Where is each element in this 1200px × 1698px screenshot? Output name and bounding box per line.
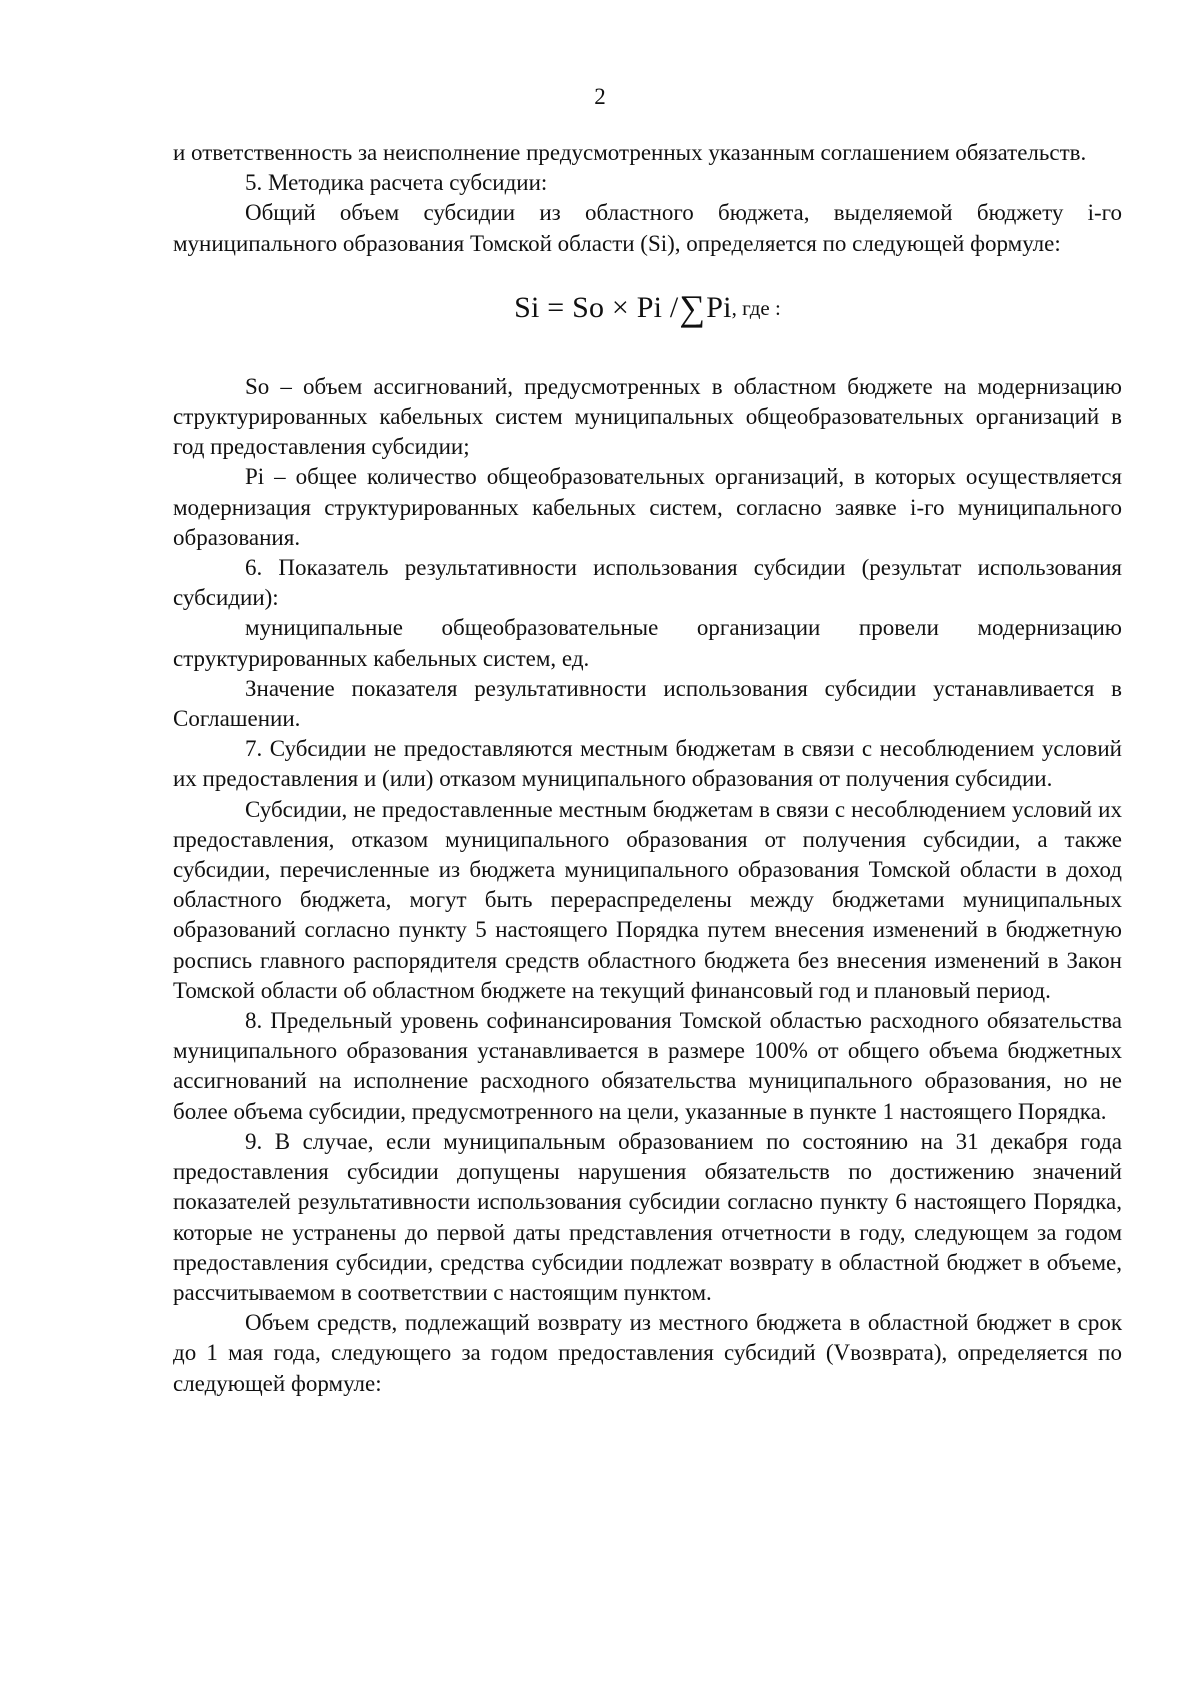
paragraph: и ответственность за неисполнение предусмотренных указанным соглашением обязательств.	[173, 140, 1087, 165]
paragraph: 5. Методика расчета субсидии:	[245, 170, 548, 196]
paragraph: Общий объем субсидии из областного бюджета, выделяемой бюджету i-го муниципального образования Томской области (Si), определяется по следующей формуле:	[173, 200, 1122, 256]
paragraph: Значение показателя результативности использования субсидии устанавливается в Соглашении.	[173, 675, 1122, 732]
document-body	[173, 138, 1122, 1399]
paragraph: 7. Субсидии не предоставляются местным бюджетам в связи с несоблюдением условий их предоставления и (или) отказом муниципального образования от получения субсидии.	[173, 736, 1122, 792]
formula-left: Si = So × Pi /	[514, 291, 679, 325]
paragraph: Pi – общее количество общеобразовательных организаций, в которых осуществляется модернизация структурированных кабельных систем, согласно заявке i-го муниципального образования.	[173, 464, 1122, 550]
page-number: 2	[594, 84, 606, 109]
paragraph: 6. Показатель результативности использования субсидии (результат использования субсидии):	[173, 555, 1122, 611]
paragraphs-after-formula	[173, 372, 1122, 1399]
sum-sigma: ∑	[679, 288, 706, 329]
formula-right: Pi	[706, 291, 732, 325]
paragraph: 8. Предельный уровень софинансирования Томской областью расходного обязательства муниципального образования устанавливается в размере 100% от общего объема бюджетных ассигнований на исполнение расходного обязательства муниципального образования, но не более объема субсидии, предусмотренного на цели, указанные в пункте 1 настоящего Порядка.	[173, 1008, 1122, 1124]
paragraph: муниципальные общеобразовательные организации провели модернизацию структурированных кабельных систем, ед.	[173, 615, 1122, 671]
paragraphs-before-formula	[173, 138, 1122, 259]
subsidy-formula	[173, 275, 1122, 342]
paragraph: Субсидии, не предоставленные местным бюджетам в связи с несоблюдением условий их предоставления, отказом муниципального образования от получения субсидии, а также субсидии, перечисленные из бюджета муниципального образования Томской области в доход областного бюджета, могут быть перераспределены между бюджетами муниципальных образований согласно пункту 5 настоящего Порядка путем внесения изменений в бюджетную роспись главного распорядителя средств областного бюджета без внесения изменений в Закон Томской области об областном бюджете на текущий финансовый год и плановый период.	[173, 796, 1122, 1003]
paragraph: Объем средств, подлежащий возврату из местного бюджета в областной бюджет в срок до 1 мая года, следующего за годом предоставления субсидий (Vвозврата), определяется по следующей формуле:	[173, 1310, 1122, 1396]
formula-where: , где :	[731, 296, 781, 321]
paragraph: 9. В случае, если муниципальным образованием по состоянию на 31 декабря года предоставления субсидии допущены нарушения обязательств по достижению значений показателей результативности использования субсидии согласно пункту 6 настоящего Порядка, которые не устранены до первой даты представления отчетности в году, следующем за годом предоставления субсидии, средства субсидии подлежат возврату в областной бюджет в объеме, рассчитываемом в соответствии с настоящим пунктом.	[173, 1128, 1122, 1305]
paragraph: So – объем ассигнований, предусмотренных в областном бюджете на модернизацию структурированных кабельных систем муниципальных общеобразовательных организаций в год предоставления субсидии;	[173, 373, 1122, 460]
